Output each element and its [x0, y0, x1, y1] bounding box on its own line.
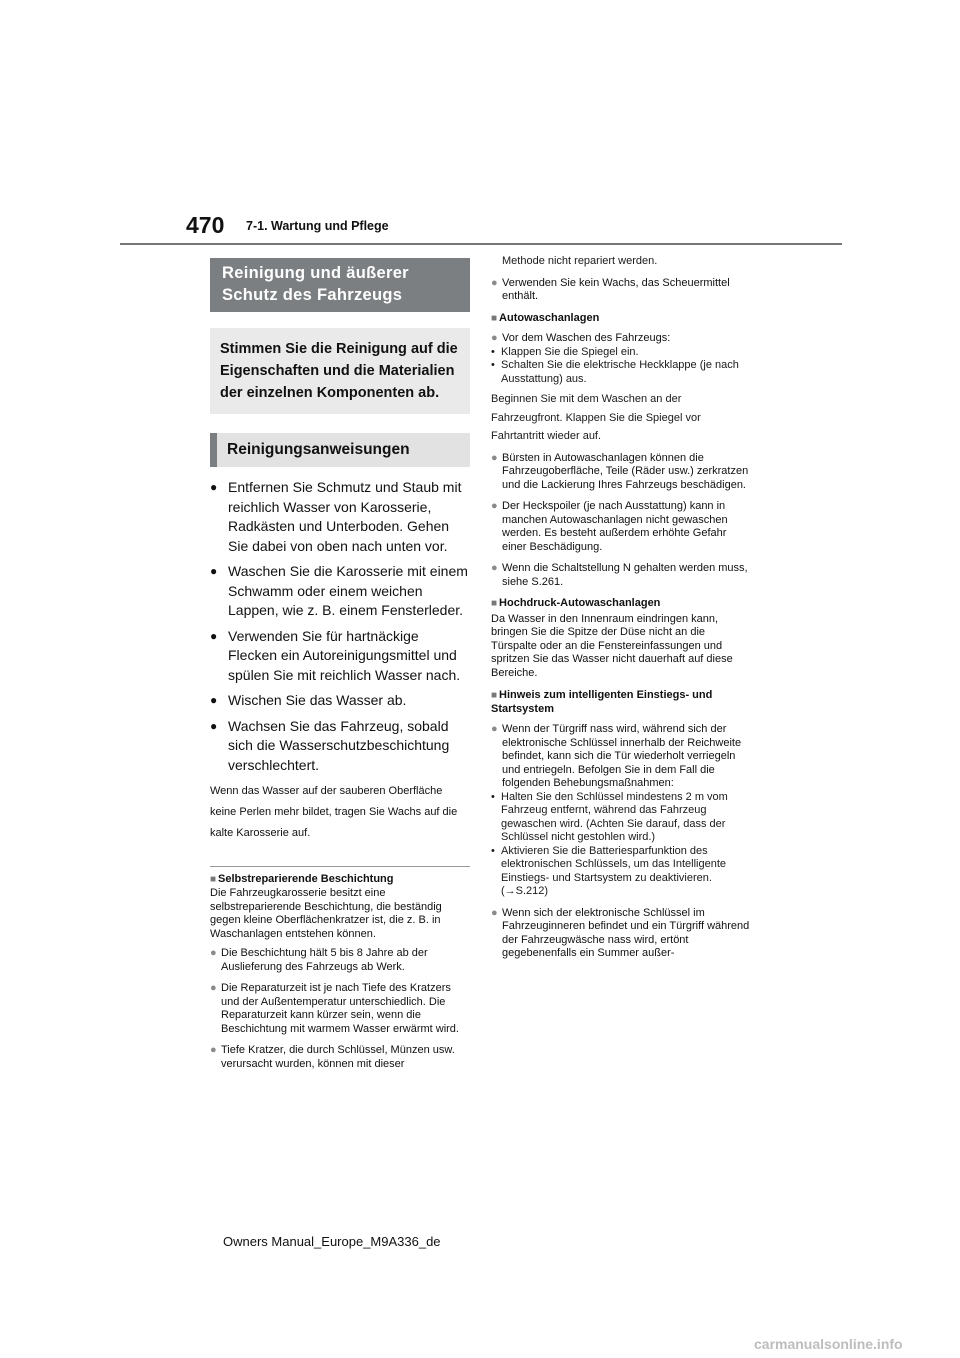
carwash-paragraph: Beginnen Sie mit dem Waschen an der Fahrzeugfront. Klappen Sie die Spiegel vor Fahrtantritt wieder auf. [491, 393, 701, 442]
note-heading-self-repair: ■ Selbstreparierende Beschichtung [210, 873, 394, 885]
chapter-title: Reinigung und äußerer Schutz des Fahrzeugs [210, 258, 470, 312]
notes-divider [210, 866, 470, 867]
subheading-cleaning: Reinigungsanweisungen [210, 433, 470, 467]
circle-bullet-icon: ● [491, 500, 498, 512]
bullet-icon: ● [210, 564, 218, 578]
left-column [210, 258, 470, 1079]
list-item: ● Verwenden Sie kein Wachs, das Scheuermittel enthält. [491, 276, 730, 302]
wax-note: Wenn das Wasser auf der sauberen Oberfläche keine Perlen mehr bildet, tragen Sie Wachs auf die kalte Karosserie auf. [210, 785, 458, 839]
list-item: ● Entfernen Sie Schmutz und Staub mit reichlich Wasser von Karosserie, Radkästen und Unterboden. Gehen Sie dabei von oben nach unten vor. [210, 479, 462, 554]
circle-bullet-icon: ● [491, 723, 498, 735]
cleaning-instructions-list [210, 478, 470, 775]
dash-item: • Klappen Sie die Spiegel ein. [491, 345, 639, 358]
list-item: ● Waschen Sie die Karosserie mit einem Schwamm oder einem weichen Lappen, wie z. B. einem Fensterleder. [210, 563, 468, 618]
header-divider [120, 243, 842, 245]
bullet-icon: ● [210, 718, 218, 733]
right-column [491, 255, 753, 969]
square-icon: ■ [210, 874, 217, 885]
list-item: ● Wachsen Sie das Fahrzeug, sobald sich die Wasserschutzbeschichtung verschlechtert. [210, 717, 450, 773]
circle-bullet-icon: ● [210, 947, 217, 959]
list-item: ● Wischen Sie das Wasser ab. [210, 691, 470, 711]
square-icon: ■ [491, 598, 498, 609]
dash-item: • Schalten Sie die elektrische Heckklappe (je nach Ausstattung) aus. [491, 359, 739, 385]
note-heading-highpressure: ■ Hochdruck-Autowaschanlagen [491, 597, 661, 609]
list-item: ● Bürsten in Autowaschanlagen können die Fahrzeugoberfläche, Teile (Räder usw.) zerkratzen und die Lackierung Ihres Fahrzeugs beschädigen. [491, 451, 749, 491]
circle-bullet-icon: ● [491, 562, 498, 574]
list-item: ● Tiefe Kratzer, die durch Schlüssel, Münzen usw. verursacht wurden, können mit dieser [210, 1044, 455, 1070]
list-item: ● Wenn der Türgriff nass wird, während sich der elektronische Schlüssel innerhalb der Reichweite befindet, kann sich die Tür wiederholt verriegeln und entriegeln. Befolgen Sie in dem Fall die folgenden Behebungsmaßnahmen: [491, 723, 742, 789]
intro-box: Stimmen Sie die Reinigung auf die Eigenschaften und die Materialien der einzelnen Komponenten ab. [210, 328, 470, 414]
square-icon: ■ [491, 312, 498, 324]
list-item: ● Vor dem Waschen des Fahrzeugs: [491, 332, 671, 344]
dash-item: • Aktivieren Sie die Batteriesparfunktion des elektronischen Schlüssels, um das Intelligente Einstiegs- und Startsystem zu deaktivieren. (→S.212) [491, 844, 727, 897]
bullet-icon: ● [210, 693, 218, 707]
circle-bullet-icon: ● [491, 332, 498, 344]
watermark: carmanualsonline.info [754, 1336, 903, 1352]
page-number: 470 [186, 212, 225, 238]
section-title: 7-1. Wartung und Pflege [246, 219, 389, 233]
highpressure-text: Da Wasser in den Innenraum eindringen kann, bringen Sie die Spitze der Düse nicht an die Türspalte oder an die Fenstereinfassungen und spritzen Sie das Wasser nicht dauerhaft auf diese Bereiche. [491, 612, 733, 679]
circle-bullet-icon: ● [491, 276, 498, 289]
bullet-icon: ● [210, 480, 218, 494]
circle-bullet-icon: ● [491, 451, 498, 464]
list-item: ● Wenn sich der elektronische Schlüssel im Fahrzeuginneren befindet und ein Türgriff während der Fahrzeugwäsche nass wird, ertönt gegebenenfalls ein Summer außer- [491, 906, 750, 959]
self-repair-text: Die Fahrzeugkarosserie besitzt eine selbstreparierende Beschichtung, die beständig gegen kleine Oberflächenkratzer ist, die z. B. in Waschanlagen entstehen können. [210, 887, 442, 940]
note-heading-smartkey: ■ Hinweis zum intelligenten Einstiegs- und Startsystem [491, 689, 713, 715]
list-item: ● Wenn die Schaltstellung N gehalten werden muss, siehe S.261. [491, 562, 748, 588]
dash-item: • Halten Sie den Schlüssel mindestens 2 m vom Fahrzeug entfernt, während das Fahrzeug gewaschen wird. (Achten Sie darauf, dass der Schlüssel nicht gestohlen wird.) [491, 790, 728, 843]
note-heading-carwash: ■ Autowaschanlagen [491, 311, 600, 324]
footer-text: Owners Manual_Europe_M9A336_de [223, 1234, 441, 1249]
list-item: ● Die Reparaturzeit ist je nach Tiefe des Kratzers und der Außentemperatur unterschiedlich. Die Reparaturzeit kann kürzer sein, wenn die Beschichtung mit warmem Wasser erwärmt wird. [210, 982, 459, 1035]
list-item: ● Die Beschichtung hält 5 bis 8 Jahre ab der Auslieferung des Fahrzeugs ab Werk. [210, 947, 428, 973]
list-item: ● Der Heckspoiler (je nach Ausstattung) kann in manchen Autowaschanlagen nicht gewaschen werden. Es besteht außerdem erhöhte Gefahr einer Beschädigung. [491, 500, 728, 553]
square-icon: ■ [491, 690, 498, 701]
circle-bullet-icon: ● [491, 906, 498, 919]
circle-bullet-icon: ● [210, 982, 217, 994]
continued-text: Methode nicht repariert werden. [502, 255, 658, 267]
circle-bullet-icon: ● [210, 1044, 217, 1056]
list-item: ● Verwenden Sie für hartnäckige Flecken ein Autoreinigungsmittel und spülen Sie mit reichlich Wasser nach. [210, 627, 461, 683]
bullet-icon: ● [210, 628, 218, 643]
